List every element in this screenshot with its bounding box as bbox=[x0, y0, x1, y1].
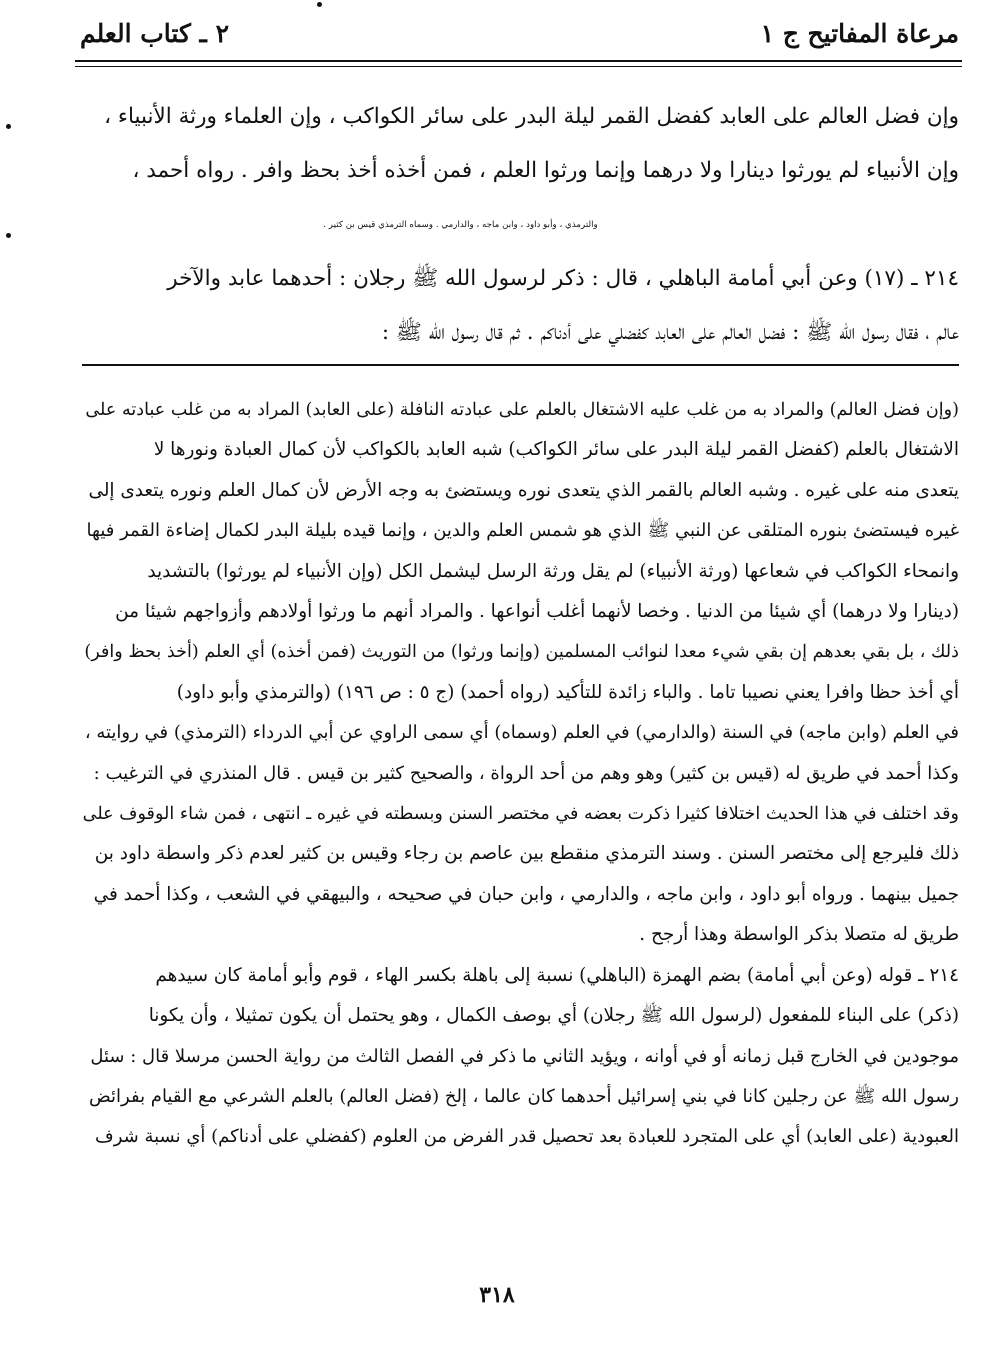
running-title-chapter: ٢ ـ كتاب العلم bbox=[80, 18, 230, 48]
note-line: موجودين في الخارج قبل زمانه أو في أوانه ، ويؤيد الثاني ما ذكر في الفصل الثالث من رواية الحسن مرسلا قال : سئل bbox=[90, 1045, 959, 1067]
note-line: وكذا أحمد في طريق له (قيس بن كثير) وهو وهم من أحد الرواة ، والصحيح كثير بن قيس . قال المنذري في الترغيب : bbox=[93, 762, 959, 784]
note-line: (دينارا ولا درهما) أي شيئا من الدنيا . وخصا لأنهما أغلب أنواعها . والمراد أنهم ما ورثوا أولادهم وأزواجهم شيئا من bbox=[115, 601, 959, 623]
note-line: غيره فيستضئ بنوره المتلقى عن النبي ﷺ الذي هو شمس العلم والدين ، وإنما قيده بليلة البدر لكمال إضاءة القمر فيها bbox=[86, 520, 959, 542]
commentary-notes bbox=[82, 390, 959, 1158]
hadith-text bbox=[82, 90, 959, 360]
header-rule bbox=[75, 60, 962, 67]
note-line: (ذكر) على البناء للمفعول (لرسول الله ﷺ رجلان) أي بوصف الكمال ، وهو يحتمل أن يكون تمثيلا ، وأن يكونا bbox=[148, 1005, 959, 1027]
note-line: وقد اختلف في هذا الحديث اختلافا كثيرا ذكرت بعضه في مختصر السنن وبسطته في غيره ـ انتهى ، فمن شاء الوقوف على bbox=[82, 804, 959, 825]
hadith-line: وإن فضل العالم على العابد كفضل القمر ليلة البدر على سائر الكواكب ، وإن العلماء ورثة الأنبياء ، bbox=[104, 104, 959, 129]
note-line: ٢١٤ ـ قوله (وعن أبي أمامة) بضم الهمزة (الباهلي) نسبة إلى باهلة بكسر الهاء ، قوم وأبو أمامة كان سيدهم bbox=[155, 964, 959, 986]
note-line: الاشتغال بالعلم (كفضل القمر ليلة البدر على سائر الكواكب) شبه العابد بالكواكب لأن كمال العبادة ونورها لا bbox=[153, 439, 959, 461]
section-divider bbox=[82, 364, 959, 366]
scan-speck bbox=[6, 124, 11, 129]
hadith-line: ٢١٤ ـ (١٧) وعن أبي أمامة الباهلي ، قال : ذكر لرسول الله ﷺ رجلان : أحدهما عابد والآخر bbox=[167, 266, 959, 291]
note-line: في العلم (وابن ماجه) في السنة (والدارمي) في العلم (وسماه) أي سمى الراوي عن أبي الدرداء (الترمذي) في روايته ، bbox=[84, 722, 959, 744]
note-line: ذلك ، بل بقي بعدهم إن بقي شيء معدا لنوائب المسلمين (وإنما ورثوا) من التوريث (فمن أخذه) أي العلم (أخذ بحظ وافر) bbox=[84, 642, 959, 663]
page-number: ٣١٨ bbox=[479, 1282, 515, 1308]
note-line: يتعدى منه على غيره . وشبه العالم بالقمر الذي يتعدى نوره ويستضئ به وجه الأرض لأن كمال العلم ونوره يتعدى إلى bbox=[88, 479, 959, 501]
note-line: جميل بينهما . ورواه أبو داود ، وابن ماجه ، والدارمي ، وابن حبان في صحيحه ، والبيهقي في الشعب ، وكذا أحمد في bbox=[93, 883, 959, 905]
note-line: (وإن فضل العالم) والمراد به من غلب عليه الاشتغال بالعلم على عبادته النافلة (على العابد) المراد به من غلب عبادته على bbox=[85, 400, 959, 420]
note-line: العبودية (على العابد) أي على المتجرد للعبادة بعد تحصيل قدر الفرض من العلوم (كفضلي على أدناكم) أي نسبة شرف bbox=[95, 1126, 959, 1148]
note-line: وانمحاء الكواكب في شعاعها (ورثة الأنبياء) لم يقل ورثة الرسل ليشمل الكل (وإن الأنبياء لم يورثوا) بالتشديد bbox=[147, 560, 959, 582]
note-line: طريق له متصلا بذكر الواسطة وهذا أرجح . bbox=[639, 924, 959, 946]
scan-speck bbox=[317, 2, 322, 7]
running-title-book: مرعاة المفاتيح ج ١ bbox=[760, 18, 959, 48]
note-line: ذلك فليرجع إلى مختصر السنن . وسند الترمذي منقطع بين عاصم بن رجاء وقيس بن كثير لعدم ذكر واسطة داود بن bbox=[94, 843, 959, 865]
note-line: أي أخذ حظا وافرا يعني نصيبا تاما . والباء زائدة للتأكيد (رواه أحمد) (ج ٥ : ص ١٩٦) (والترمذي وأبو داود) bbox=[176, 681, 959, 703]
scan-speck bbox=[6, 233, 11, 238]
hadith-line: والترمذي ، وأبو داود ، وابن ماجه ، والدارمي . وسماه الترمذي قيس بن كثير . bbox=[323, 220, 598, 230]
hadith-line: وإن الأنبياء لم يورثوا دينارا ولا درهما وإنما ورثوا العلم ، فمن أخذه أخذ بحظ وافر . رواه أحمد ، bbox=[132, 158, 959, 183]
hadith-line: عالم ، فقال رسول الله ﷺ : فضل العالم على العابد كفضلي على أدناكم . ثم قال رسول الله ﷺ : bbox=[381, 320, 959, 345]
note-line: رسول الله ﷺ عن رجلين كانا في بني إسرائيل أحدهما كان عالما ، إلخ (فضل العالم) بالعلم الشرعي مع القيام بفرائض bbox=[88, 1085, 959, 1107]
page-header bbox=[80, 12, 959, 54]
